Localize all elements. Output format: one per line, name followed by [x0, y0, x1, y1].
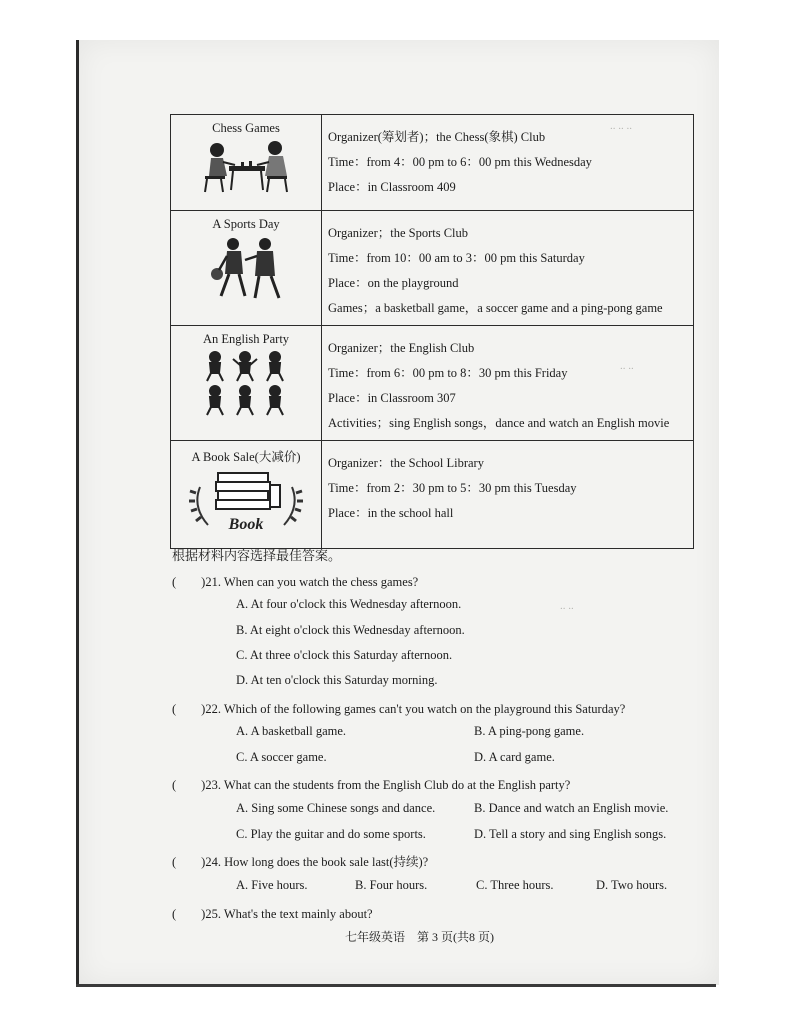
event-picture-cell	[171, 115, 322, 211]
answer-blank[interactable]: ( )25.	[172, 907, 221, 921]
event-place: Place：in Classroom 307	[328, 391, 456, 405]
basketball-players-icon	[201, 234, 291, 304]
dancing-kids-icon	[201, 349, 291, 419]
option: D. Two hours.	[596, 878, 668, 892]
question-text: Which of the following games can't you watch on the playground this Saturday?	[223, 702, 626, 716]
event-title: A Book Sale(大减价)	[191, 450, 301, 464]
option: D. Tell a story and sing English songs.	[474, 827, 667, 841]
event-title: An English Party	[202, 332, 290, 346]
paper-edge	[76, 984, 716, 987]
event-row	[171, 326, 694, 441]
event-details-cell	[322, 326, 694, 441]
event-picture-cell	[171, 441, 322, 549]
option: A. Sing some Chinese songs and dance.	[236, 801, 436, 815]
question-text: What's the text mainly about?	[223, 907, 373, 921]
event-details-cell	[322, 115, 694, 211]
option: B. At eight o'clock this Wednesday afternoon.	[236, 623, 465, 637]
question	[172, 699, 625, 717]
event-title: A Sports Day	[212, 217, 280, 231]
question	[172, 904, 373, 922]
event-time: Time：from 6：00 pm to 8：30 pm this Friday	[328, 366, 568, 380]
option: D. At ten o'clock this Saturday morning.	[236, 673, 438, 687]
book-label: Book	[228, 516, 264, 533]
event-place: Place：in the school hall	[328, 506, 454, 520]
event-organizer: Organizer；the Sports Club	[328, 226, 469, 240]
event-time: Time：from 2：30 pm to 5：30 pm this Tuesday	[328, 481, 577, 495]
question-text: How long does the book sale last(持续)?	[224, 855, 429, 869]
event-title: Chess Games	[212, 121, 280, 135]
answer-blank[interactable]: ( )24.	[172, 855, 221, 869]
question-text: What can the students from the English Club do at the English party?	[223, 778, 571, 792]
option: C. A soccer game.	[236, 750, 327, 764]
question	[172, 775, 570, 793]
option: C. Three hours.	[476, 878, 554, 892]
book-stack-icon	[186, 467, 306, 539]
event-details-cell	[322, 211, 694, 326]
question-text: When can you watch the chess games?	[223, 575, 419, 589]
option: D. A card game.	[474, 750, 555, 764]
answer-blank[interactable]: ( )21.	[172, 575, 221, 589]
event-place: Place：in Classroom 409	[328, 180, 456, 194]
option: C. Play the guitar and do some sports.	[236, 827, 426, 841]
event-games: Games；a basketball game，a soccer game and a ping-pong game	[328, 301, 663, 315]
event-place: Place：on the playground	[328, 276, 459, 290]
bleed-through: .. ..	[620, 360, 634, 372]
event-picture-cell	[171, 211, 322, 326]
event-time: Time：from 10：00 am to 3：00 pm this Saturday	[328, 251, 585, 265]
option: C. At three o'clock this Saturday afternoon.	[236, 648, 453, 662]
page-footer: 七年级英语 第 3 页(共8 页)	[345, 930, 494, 944]
event-details-cell	[322, 441, 694, 549]
option: B. Four hours.	[355, 878, 428, 892]
events-table	[170, 114, 694, 549]
question	[172, 572, 418, 590]
event-row	[171, 441, 694, 549]
question	[172, 852, 428, 870]
option: A. At four o'clock this Wednesday afternoon.	[236, 597, 462, 611]
instruction: 根据材料内容选择最佳答案。	[172, 548, 342, 563]
event-organizer: Organizer：the School Library	[328, 456, 484, 470]
option: A. Five hours.	[236, 878, 308, 892]
event-row	[171, 211, 694, 326]
chess-players-icon	[201, 138, 291, 196]
event-row	[171, 115, 694, 211]
option: A. A basketball game.	[236, 724, 347, 738]
event-organizer: Organizer；the English Club	[328, 341, 475, 355]
event-time: Time：from 4：00 pm to 6：00 pm this Wednesday	[328, 155, 592, 169]
event-picture-cell	[171, 326, 322, 441]
answer-blank[interactable]: ( )23.	[172, 778, 221, 792]
option: B. A ping-pong game.	[474, 724, 585, 738]
bleed-through: .. ..	[560, 600, 574, 612]
answer-blank[interactable]: ( )22.	[172, 702, 221, 716]
option: B. Dance and watch an English movie.	[474, 801, 669, 815]
event-organizer: Organizer(筹划者)；the Chess(象棋) Club	[328, 130, 546, 144]
event-activities: Activities；sing English songs，dance and watch an English movie	[328, 416, 670, 430]
bleed-through: .. .. ..	[610, 120, 632, 132]
